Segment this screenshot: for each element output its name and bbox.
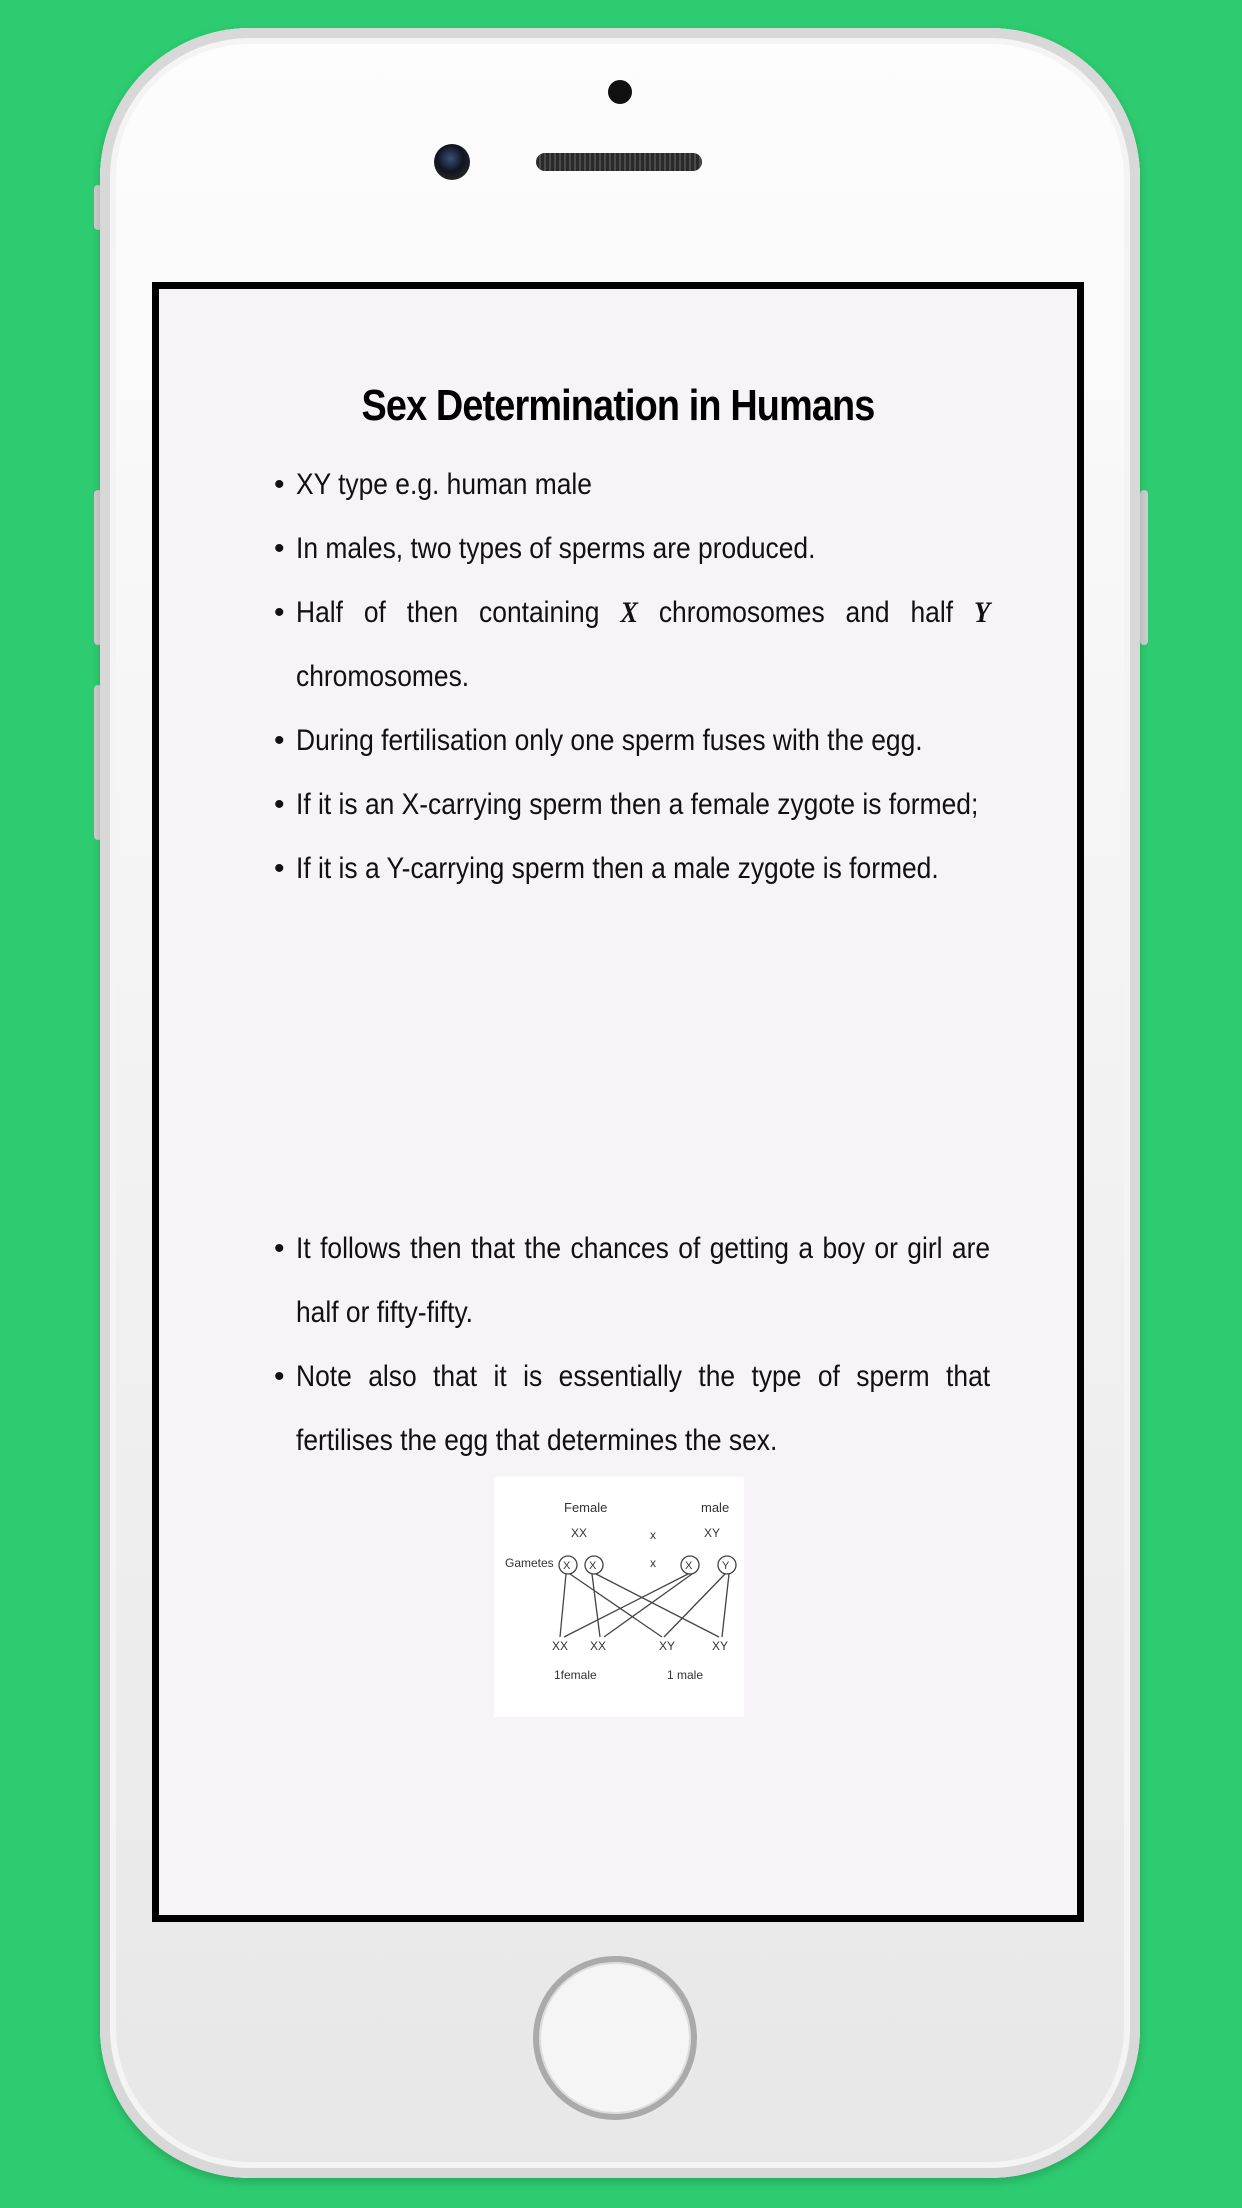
home-button[interactable] bbox=[533, 1956, 697, 2120]
diagram-female-label: Female bbox=[564, 1500, 608, 1515]
bullet-item: • If it is a Y-carrying sperm then a male zygote is formed. bbox=[274, 837, 994, 901]
diagram-female-genotype: XX bbox=[571, 1526, 588, 1540]
female-result-label: 1female bbox=[554, 1668, 597, 1682]
math-y: Y bbox=[973, 596, 991, 629]
diagram-male-label: male bbox=[701, 1500, 730, 1515]
bullet-item: • If it is an X-carrying sperm then a female zygote is formed; bbox=[274, 773, 994, 837]
bullet-item: • In males, two types of sperms are produced. bbox=[274, 517, 994, 581]
power-button bbox=[1140, 490, 1148, 645]
gamete-label: X bbox=[563, 1560, 571, 1572]
slide-screen bbox=[152, 282, 1084, 1922]
gamete-label: Y bbox=[722, 1560, 730, 1572]
bullet-item: • Half of then containing X chromosomes and half Y chromosomes. bbox=[274, 581, 994, 709]
diagram-cross: x bbox=[650, 1528, 656, 1542]
diagram-cross-2: x bbox=[650, 1556, 656, 1570]
offspring-label: XY bbox=[659, 1639, 676, 1653]
bullet-list-top bbox=[274, 453, 994, 901]
earpiece-speaker bbox=[536, 153, 702, 171]
bullet-item: • XY type e.g. human male bbox=[274, 453, 994, 517]
diagram-male-genotype: XY bbox=[704, 1526, 721, 1540]
bullet-item: • It follows then that the chances of getting a boy or girl are half or fifty-fifty. bbox=[274, 1217, 994, 1345]
front-camera-icon bbox=[434, 144, 470, 180]
bullet-item: • During fertilisation only one sperm fuses with the egg. bbox=[274, 709, 994, 773]
bullet-item: • Note also that it is essentially the type of sperm that fertilises the egg that determines the sex. bbox=[274, 1345, 994, 1473]
diagram-gametes-label: Gametes bbox=[505, 1556, 554, 1570]
bullet-list-bottom bbox=[274, 1217, 994, 1473]
offspring-label: XX bbox=[552, 1639, 569, 1653]
slide-title: Sex Determination in Humans bbox=[361, 381, 875, 430]
proximity-sensor bbox=[608, 80, 632, 104]
inheritance-diagram bbox=[494, 1477, 744, 1717]
inheritance-diagram-svg bbox=[494, 1477, 744, 1717]
offspring-label: XX bbox=[590, 1639, 607, 1653]
offspring-label: XY bbox=[712, 1639, 729, 1653]
gamete-label: X bbox=[589, 1560, 597, 1572]
math-x: X bbox=[620, 596, 638, 629]
male-result-label: 1 male bbox=[667, 1668, 704, 1682]
gamete-label: X bbox=[685, 1560, 693, 1572]
